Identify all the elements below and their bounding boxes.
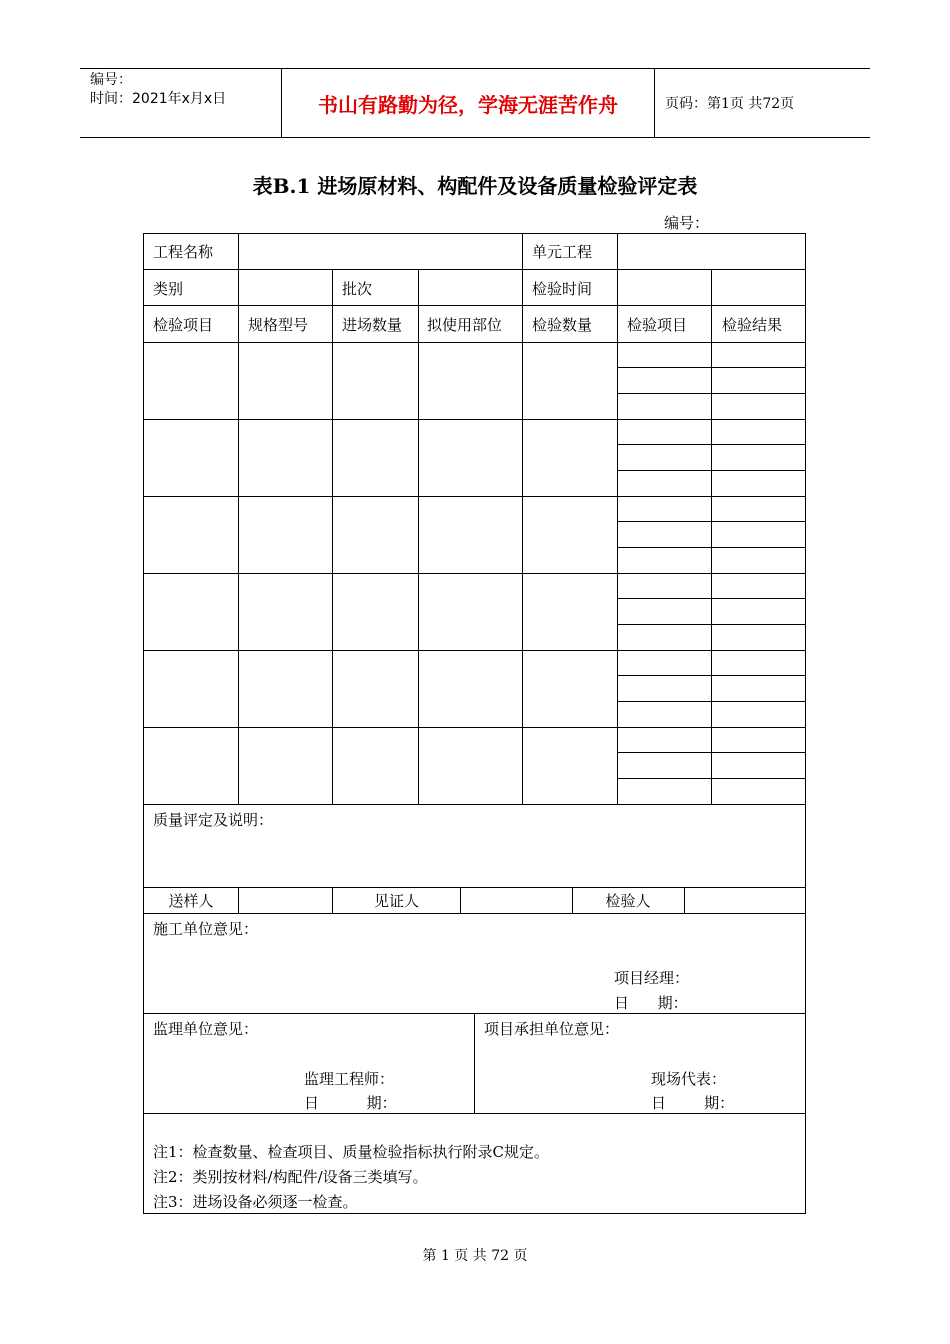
note-2: 注2：类别按材料/构配件/设备三类填写。 bbox=[153, 1168, 428, 1186]
label-batch: 批次 bbox=[342, 280, 373, 298]
grid-line-v bbox=[418, 305, 419, 804]
grid-line-v bbox=[474, 1013, 475, 1113]
grid-line-v bbox=[238, 887, 239, 913]
col-header-inspection-quantity: 检验数量 bbox=[532, 316, 593, 334]
grid-line-v bbox=[332, 269, 333, 305]
label-unit-project: 单元工程 bbox=[532, 243, 593, 261]
note-1: 注1：检查数量、检查项目、质量检验指标执行附录C规定。 bbox=[153, 1143, 550, 1161]
label-project-name: 工程名称 bbox=[153, 243, 214, 261]
grid-line-v bbox=[617, 269, 618, 305]
grid-line-h bbox=[143, 342, 805, 343]
label-undertaker-opinion: 项目承担单位意见： bbox=[484, 1020, 620, 1038]
grid-line-v bbox=[238, 269, 239, 305]
grid-line-v bbox=[522, 233, 523, 269]
grid-line-h bbox=[143, 269, 805, 270]
grid-line-h bbox=[143, 496, 805, 497]
grid-line-v bbox=[522, 269, 523, 305]
label-sender: 送样人 bbox=[168, 892, 214, 910]
grid-line-v bbox=[711, 269, 712, 305]
grid-line-h bbox=[143, 305, 805, 306]
note-3: 注3：进场设备必须逐一检查。 bbox=[153, 1193, 358, 1211]
grid-line-v bbox=[522, 305, 523, 804]
grid-line-v bbox=[617, 233, 618, 269]
grid-line-h bbox=[143, 804, 805, 805]
label-site-representative: 现场代表： bbox=[651, 1070, 727, 1088]
label-construction-date: 日 期： bbox=[614, 994, 688, 1012]
grid-line-h bbox=[143, 650, 805, 651]
col-header-intended-location: 拟使用部位 bbox=[427, 316, 503, 334]
col-header-inspection-item-2: 检验项目 bbox=[627, 316, 688, 334]
label-inspection-time: 检验时间 bbox=[532, 280, 593, 298]
label-witness: 见证人 bbox=[373, 892, 419, 910]
document-title: 表B.1 进场原材料、构配件及设备质量检验评定表 bbox=[252, 174, 698, 198]
label-quality-evaluation: 质量评定及说明： bbox=[153, 811, 274, 829]
label-category: 类别 bbox=[153, 280, 184, 298]
label-inspector: 检验人 bbox=[605, 892, 651, 910]
grid-line-h bbox=[143, 1113, 805, 1114]
col-header-entry-quantity: 进场数量 bbox=[342, 316, 403, 334]
grid-line-v bbox=[238, 233, 239, 269]
label-supervision-date: 日 期： bbox=[304, 1094, 397, 1112]
label-construction-opinion: 施工单位意见： bbox=[153, 920, 259, 938]
header-time-label: 时间：2021年x月x日 bbox=[90, 91, 227, 107]
label-supervision-opinion: 监理单位意见： bbox=[153, 1020, 259, 1038]
grid-line-v bbox=[684, 887, 685, 913]
grid-line-h bbox=[143, 887, 805, 888]
grid-line-h bbox=[143, 913, 805, 914]
grid-line-v bbox=[332, 305, 333, 804]
label-supervision-engineer: 监理工程师： bbox=[304, 1070, 395, 1088]
header-meta bbox=[80, 69, 281, 137]
grid-line-v bbox=[711, 305, 712, 804]
grid-line-v bbox=[418, 269, 419, 305]
header-slogan: 书山有路勤为径，学海无涯苦作舟 bbox=[318, 92, 618, 117]
page-footer: 第 1 页 共 72 页 bbox=[422, 1248, 528, 1264]
label-project-manager: 项目经理： bbox=[614, 969, 690, 987]
col-header-inspection-result: 检验结果 bbox=[722, 316, 783, 334]
grid-line-h bbox=[143, 419, 805, 420]
col-header-spec-model: 规格型号 bbox=[248, 316, 309, 334]
col-header-inspection-item: 检验项目 bbox=[153, 316, 214, 334]
form-number-label: 编号： bbox=[664, 214, 710, 232]
header-page-info: 页码：第1页 共72页 bbox=[665, 96, 795, 112]
grid-line-v bbox=[460, 887, 461, 913]
label-representative-date: 日 期： bbox=[651, 1094, 735, 1112]
grid-line-h bbox=[143, 573, 805, 574]
grid-line-h bbox=[143, 727, 805, 728]
grid-line-v bbox=[617, 305, 618, 804]
page-header bbox=[80, 68, 870, 138]
grid-line-v bbox=[238, 305, 239, 804]
header-number-label: 编号： bbox=[90, 72, 132, 88]
